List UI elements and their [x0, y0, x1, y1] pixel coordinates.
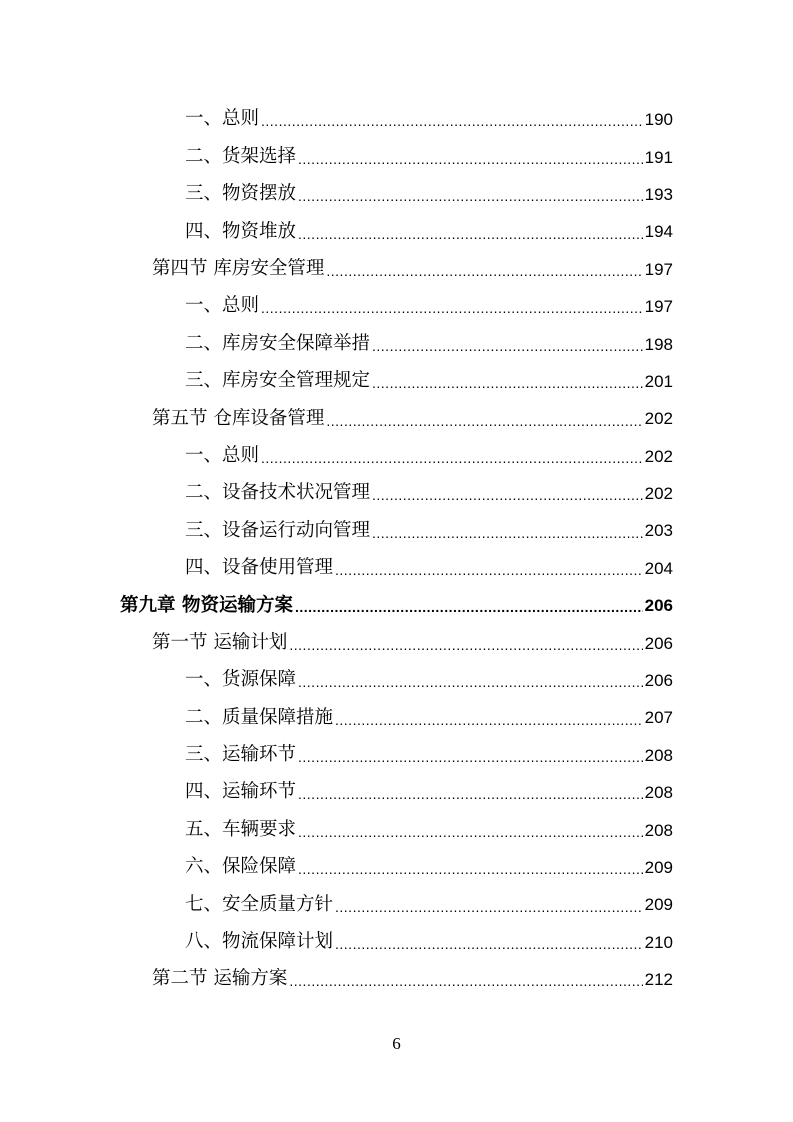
- toc-dot-leader: [298, 750, 643, 774]
- toc-entry-label: 第四节 库房安全管理: [152, 258, 325, 279]
- toc-subsection-entry[interactable]: [0, 774, 793, 811]
- toc-entry-label: 三、运输环节: [185, 744, 297, 766]
- toc-entry-label: 四、设备使用管理: [185, 557, 334, 579]
- toc-subsection-entry[interactable]: [0, 363, 793, 400]
- toc-dot-leader: [326, 414, 642, 438]
- toc-dot-leader: [295, 600, 643, 624]
- toc-entry-label: 五、车辆要求: [185, 818, 297, 840]
- toc-subsection-entry[interactable]: [0, 438, 793, 475]
- table-of-contents: [0, 101, 793, 998]
- toc-dot-leader: [261, 301, 643, 325]
- toc-dot-leader: [289, 638, 642, 662]
- toc-dot-leader: [372, 376, 643, 400]
- toc-entry-label: 三、库房安全管理规定: [185, 370, 371, 392]
- toc-entry-label: 一、总则: [185, 444, 260, 466]
- toc-dot-leader: [261, 114, 643, 138]
- toc-dot-leader: [298, 227, 643, 251]
- toc-subsection-entry[interactable]: [0, 699, 793, 736]
- toc-subsection-entry[interactable]: [0, 138, 793, 175]
- toc-entry-page-number: 203: [644, 521, 673, 541]
- toc-entry-page-number: 193: [644, 184, 673, 204]
- toc-entry-page-number: 207: [644, 708, 673, 728]
- toc-entry-page-number: 191: [644, 147, 673, 167]
- toc-dot-leader: [289, 974, 642, 998]
- toc-entry-page-number: 212: [644, 970, 673, 990]
- toc-entry-page-number: 206: [644, 671, 673, 691]
- toc-entry-page-number: 208: [644, 820, 673, 840]
- toc-subsection-entry[interactable]: [0, 213, 793, 250]
- toc-entry-label: 第五节 仓库设备管理: [152, 407, 325, 429]
- toc-dot-leader: [335, 900, 643, 924]
- toc-entry-page-number: 194: [644, 222, 673, 242]
- toc-entry-page-number: 197: [644, 259, 673, 279]
- toc-section-entry[interactable]: [0, 251, 793, 288]
- toc-dot-leader: [372, 526, 643, 550]
- toc-dot-leader: [298, 787, 643, 811]
- toc-entry-label: 一、总则: [185, 108, 260, 130]
- toc-entry-label: 四、运输环节: [185, 781, 297, 803]
- toc-subsection-entry[interactable]: [0, 550, 793, 587]
- toc-chapter-entry[interactable]: [0, 587, 793, 624]
- page-number: 6: [392, 1034, 401, 1053]
- toc-entry-label: 二、质量保障措施: [185, 706, 334, 728]
- toc-dot-leader: [335, 563, 643, 587]
- toc-entry-label: 第九章 物资运输方案: [120, 594, 293, 616]
- toc-subsection-entry[interactable]: [0, 288, 793, 325]
- toc-entry-label: 七、安全质量方针: [185, 893, 334, 915]
- toc-subsection-entry[interactable]: [0, 924, 793, 961]
- toc-subsection-entry[interactable]: [0, 475, 793, 512]
- toc-entry-label: 六、保险保障: [185, 856, 297, 878]
- toc-section-entry[interactable]: [0, 400, 793, 437]
- toc-entry-label: 三、物资摆放: [185, 183, 297, 205]
- toc-entry-label: 二、货架选择: [185, 145, 297, 167]
- toc-subsection-entry[interactable]: [0, 886, 793, 923]
- toc-entry-page-number: 202: [644, 484, 673, 504]
- toc-dot-leader: [298, 675, 643, 699]
- toc-dot-leader: [326, 264, 642, 288]
- toc-dot-leader: [261, 451, 643, 475]
- toc-subsection-entry[interactable]: [0, 176, 793, 213]
- toc-entry-label: 一、总则: [185, 295, 260, 317]
- toc-entry-page-number: 209: [644, 895, 673, 915]
- toc-entry-label: 二、设备技术状况管理: [185, 482, 371, 504]
- toc-entry-page-number: 206: [644, 596, 673, 616]
- toc-entry-label: 第一节 运输计划: [152, 631, 288, 653]
- toc-entry-label: 四、物资堆放: [185, 220, 297, 242]
- toc-entry-page-number: 206: [644, 633, 673, 653]
- toc-entry-label: 第二节 运输方案: [152, 968, 288, 990]
- toc-entry-page-number: 202: [644, 446, 673, 466]
- toc-dot-leader: [298, 152, 643, 176]
- toc-entry-page-number: 190: [644, 110, 673, 130]
- toc-entry-page-number: 204: [644, 558, 673, 578]
- toc-entry-page-number: 201: [644, 371, 673, 391]
- toc-entry-page-number: 198: [644, 334, 673, 354]
- toc-subsection-entry[interactable]: [0, 101, 793, 138]
- toc-dot-leader: [335, 713, 643, 737]
- toc-dot-leader: [335, 937, 643, 961]
- toc-entry-label: 一、货源保障: [185, 669, 297, 691]
- toc-entry-page-number: 202: [644, 409, 673, 429]
- toc-dot-leader: [298, 862, 643, 886]
- toc-subsection-entry[interactable]: [0, 737, 793, 774]
- toc-entry-page-number: 208: [644, 783, 673, 803]
- toc-entry-page-number: 210: [644, 932, 673, 952]
- toc-dot-leader: [372, 488, 643, 512]
- toc-entry-page-number: 208: [644, 745, 673, 765]
- toc-subsection-entry[interactable]: [0, 849, 793, 886]
- toc-section-entry[interactable]: [0, 624, 793, 661]
- toc-entry-page-number: 197: [644, 297, 673, 317]
- toc-dot-leader: [298, 825, 643, 849]
- toc-entry-label: 八、物流保障计划: [185, 931, 334, 953]
- toc-section-entry[interactable]: [0, 961, 793, 998]
- toc-subsection-entry[interactable]: [0, 325, 793, 362]
- toc-subsection-entry[interactable]: [0, 811, 793, 848]
- toc-subsection-entry[interactable]: [0, 662, 793, 699]
- toc-subsection-entry[interactable]: [0, 512, 793, 549]
- toc-entry-page-number: 209: [644, 858, 673, 877]
- toc-dot-leader: [298, 189, 643, 213]
- toc-entry-label: 三、设备运行动向管理: [185, 519, 371, 541]
- toc-entry-label: 二、库房安全保障举措: [185, 332, 371, 354]
- toc-dot-leader: [372, 339, 643, 363]
